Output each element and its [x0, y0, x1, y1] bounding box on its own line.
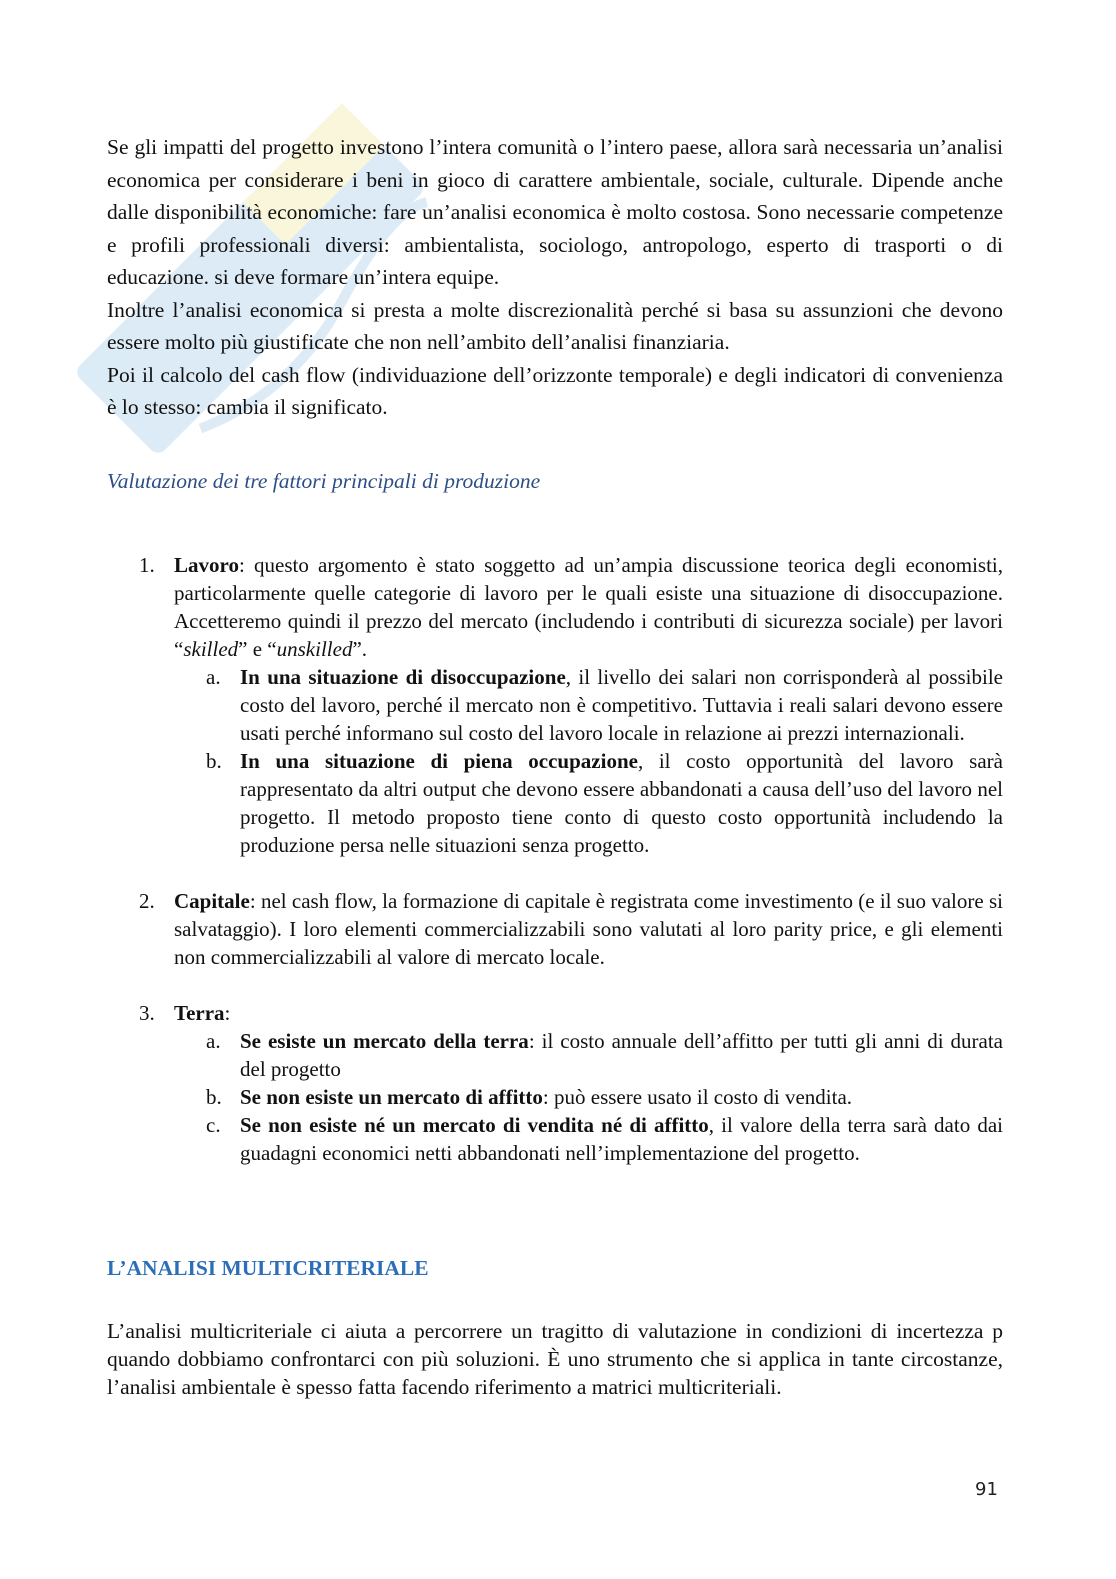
section-title: L’ANALISI MULTICRITERIALE: [107, 1255, 429, 1280]
list-item-terra: [107, 999, 1003, 1167]
terra-sublist: [174, 1027, 1003, 1167]
intro-paragraph: Se gli impatti del progetto investono l’intera comunità o l’intero paese, allora sarà necessaria un’analisi economica per considerare i beni in gioco di carattere ambientale, sociale, culturale. Dipende anche dalle disponibilità economiche: fare un’analisi economica è molto costosa. Sono necessarie competenze e profili professionali diversi: ambientalista, sociologo, antropologo, esperto di trasporti o di educazione. si deve formare un’intera equipe.: [107, 135, 1003, 289]
sublist-item: [174, 663, 1003, 747]
lavoro-text-connector: ” e “: [238, 636, 277, 661]
terra-text: :: [224, 1000, 231, 1025]
term-terra: Terra: [174, 1000, 225, 1025]
sublist-text: , il valore della terra sarà dato dai guadagni economici netti abbandonati nell’implementazione del progetto.: [240, 1112, 1003, 1165]
lavoro-text: : questo argomento è stato soggetto ad un’ampia discussione teorica degli economisti, particolarmente quelle categorie di lavoro per le quali esiste una situazione di disoccupazione. Accetteremo quindi il prezzo del mercato (includendo i contributi di sicurezza sociale) per lavori “: [174, 552, 1003, 661]
sublist-item: [174, 1027, 1003, 1083]
subheading-factors: Valutazione dei tre fattori principali di produzione: [107, 468, 541, 493]
sublist-text: , il costo opportunità del lavoro sarà rappresentato da altri output che devono essere abbandonati a causa dell’uso del lavoro nel progetto. Il metodo proposto tiene conto di questo costo opportunità includendo la produzione persa nelle situazioni senza progetto.: [240, 748, 1003, 857]
term-capitale: Capitale: [174, 888, 250, 913]
sublist-letter: c.: [206, 1112, 221, 1137]
factors-list: [107, 551, 1003, 1167]
sublist-letter: b.: [206, 1084, 222, 1109]
list-number: 3.: [139, 1000, 155, 1025]
sublist-term: Se esiste un mercato della terra: [240, 1028, 529, 1053]
discretion-paragraph: Inoltre l’analisi economica si presta a molte discrezionalità perché si basa su assunzioni che devono essere molto più giustificate che non nell’ambito dell’analisi finanziaria.: [107, 297, 1003, 354]
section-paragraph: L’analisi multicriteriale ci aiuta a percorrere un tragitto di valutazione in condizioni di incertezza p quando dobbiamo confrontarci con più soluzioni. È uno strumento che si applica in tante circostanze, l’analisi ambientale è spesso fatta facendo riferimento a matrici multicriteriali.: [107, 1318, 1003, 1399]
sublist-text: : il costo annuale dell’affitto per tutti gli anni di durata del progetto: [240, 1028, 1003, 1081]
sublist-text: : può essere usato il costo di vendita.: [542, 1084, 853, 1109]
sublist-term: In una situazione di piena occupazione: [240, 748, 638, 773]
unskilled-term: unskilled: [276, 636, 353, 661]
sublist-item: [174, 747, 1003, 859]
sublist-letter: a.: [206, 1028, 221, 1053]
term-lavoro: Lavoro: [174, 552, 239, 577]
sublist-item: [174, 1083, 1003, 1111]
list-item-capitale: [107, 887, 1003, 971]
lavoro-text-end: ”.: [352, 636, 368, 661]
sublist-term: Se non esiste un mercato di affitto: [240, 1084, 543, 1109]
lavoro-sublist: [174, 663, 1003, 859]
sublist-item: [174, 1111, 1003, 1167]
page-number: 91: [975, 1479, 998, 1500]
sublist-term: Se non esiste né un mercato di vendita né di affitto: [240, 1112, 709, 1137]
sublist-letter: a.: [206, 664, 221, 689]
list-number: 2.: [139, 888, 155, 913]
cash-flow-paragraph: Poi il calcolo del cash flow (individuazione dell’orizzonte temporale) e degli indicatori di convenienza è lo stesso: cambia il significato.: [107, 362, 1003, 419]
sublist-term: In una situazione di disoccupazione: [240, 664, 566, 689]
capitale-text: : nel cash flow, la formazione di capitale è registrata come investimento (e il suo valore si salvataggio). I loro elementi commercializzabili sono valutati al loro parity price, e gli elementi non commercializzabili al valore di mercato locale.: [174, 888, 1003, 969]
sublist-letter: b.: [206, 748, 222, 773]
list-item-lavoro: [107, 551, 1003, 859]
page-content: [107, 131, 1003, 1401]
sublist-text: , il livello dei salari non corrisponderà al possibile costo del lavoro, perché il mercato non è competitivo. Tuttavia i reali salari devono essere usati perché informano sul costo del lavoro locale in relazione ai prezzi internazionali.: [240, 664, 1004, 745]
skilled-term: skilled: [183, 636, 239, 661]
list-number: 1.: [139, 552, 155, 577]
